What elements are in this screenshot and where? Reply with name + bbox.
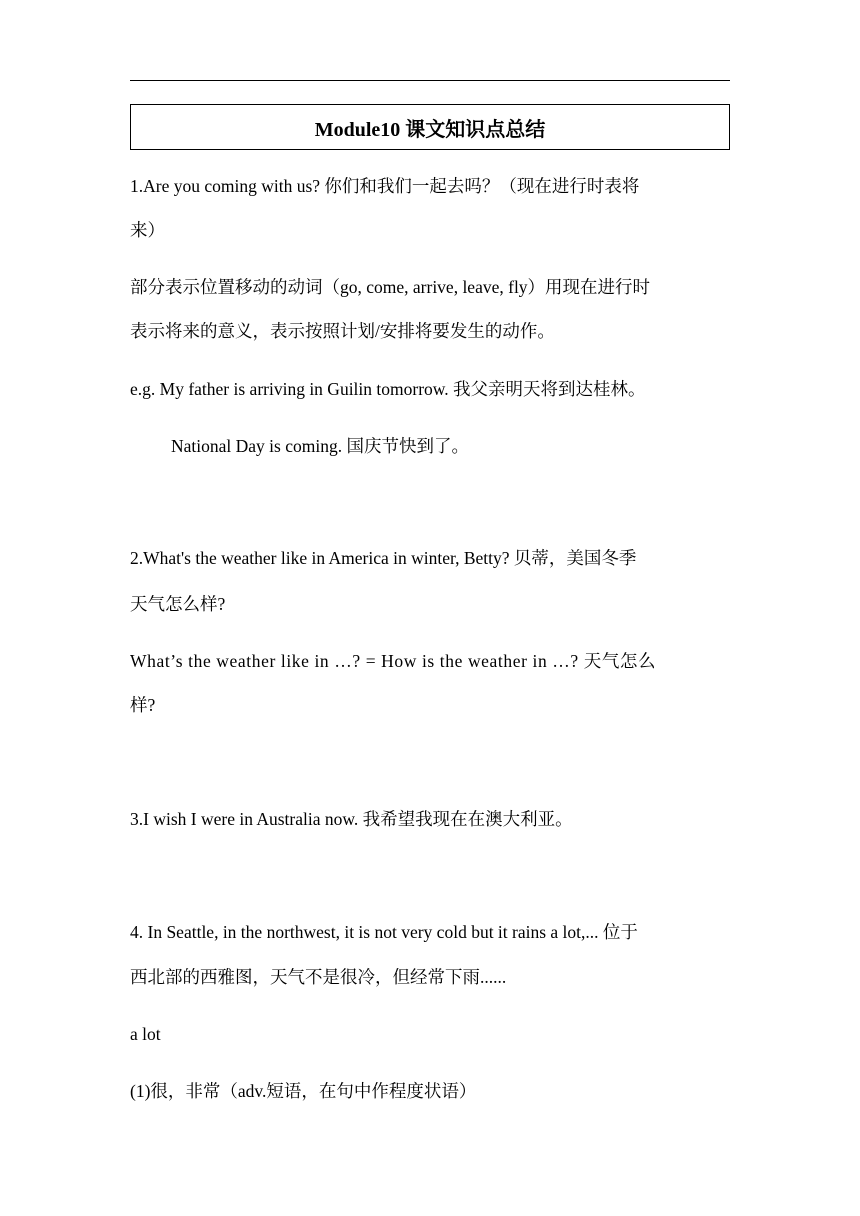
rule-line-2: 表示将来的意义，表示按照计划/安排将要发生的动作。 — [130, 321, 555, 341]
title-box — [130, 104, 730, 150]
header-rule — [130, 80, 730, 81]
point-2-line-2: 天气怎么样? — [130, 594, 226, 614]
example-1: e.g. My father is arriving in Guilin tomorrow. 我父亲明天将到达桂林。 — [130, 379, 646, 399]
point-1-line-2: 来） — [130, 220, 165, 240]
pattern-line-1: What’s the weather like in …? = How is the weather in …? 天气怎么 — [130, 651, 657, 671]
pattern-line-2: 样? — [130, 695, 156, 715]
point-1-line-1 — [130, 175, 730, 197]
document-title: Module10 课文知识点总结 — [314, 118, 546, 141]
point-4-line-2: 西北部的西雅图，天气不是很冷，但经常下雨...... — [130, 967, 507, 987]
phrase-heading: a lot — [130, 1024, 161, 1044]
rule-line-1: 部分表示位置移动的动词（go, come, arrive, leave, fly）用现在进行时 — [130, 277, 651, 297]
example-2: National Day is coming. 国庆节快到了。 — [171, 436, 469, 456]
point-1-text: 1.Are you coming with us? 你们和我们一起去吗？（现在进行时表将 — [130, 176, 640, 196]
point-3: 3.I wish I were in Australia now. 我希望我现在在澳大利亚。 — [130, 809, 573, 829]
point-4-line-1: 4. In Seattle, in the northwest, it is not very cold but it rains a lot,... 位于 — [130, 922, 638, 942]
phrase-meaning-1: (1)很，非常（adv.短语，在句中作程度状语） — [130, 1081, 477, 1101]
point-2-line-1: 2.What's the weather like in America in winter, Betty? 贝蒂，美国冬季 — [130, 548, 637, 568]
